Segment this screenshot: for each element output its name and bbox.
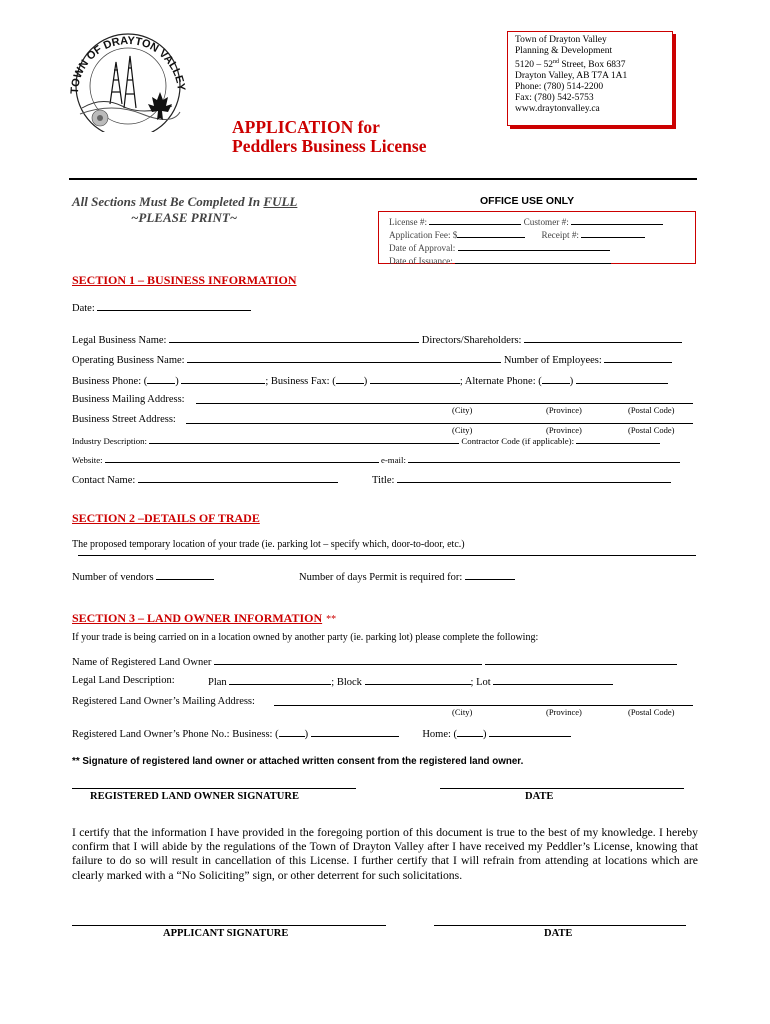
days-field — [299, 570, 515, 583]
home-phone-blank[interactable] — [489, 727, 571, 737]
alt-area-blank[interactable] — [542, 374, 570, 384]
paren: ) — [304, 729, 309, 740]
license-blank[interactable] — [429, 215, 521, 225]
legal-desc-label: Legal Land Description: — [72, 675, 175, 686]
logo-ring-text: TOWN OF DRAYTON VALLEY — [68, 34, 187, 95]
owner-phone-blank[interactable] — [311, 727, 399, 737]
applicant-signature-label: APPLICANT SIGNATURE — [163, 928, 289, 939]
phone-blank[interactable] — [181, 374, 265, 384]
city-caption: (City) — [452, 425, 473, 435]
postal-caption: (Postal Code) — [628, 405, 675, 415]
address-line: www.draytonvalley.ca — [515, 103, 600, 114]
receipt-blank[interactable] — [581, 228, 645, 238]
paren: ) — [569, 376, 574, 387]
directors-blank[interactable] — [524, 333, 682, 343]
street-address-blank[interactable] — [186, 423, 693, 424]
home-phone-label: Home: ( — [422, 729, 458, 740]
approval-blank[interactable] — [458, 241, 610, 251]
mailing-address-label: Business Mailing Address: — [72, 394, 185, 405]
contact-label: Contact Name: — [72, 475, 136, 486]
license-label: License #: — [389, 217, 428, 227]
lot-label: ; Lot — [470, 677, 491, 688]
city-caption: (City) — [452, 405, 473, 415]
address-line: Drayton Valley, AB T7A 1A1 — [515, 70, 628, 81]
legal-name-blank[interactable] — [169, 333, 419, 343]
owner-phone-label: Registered Land Owner’s Phone No.: Business: ( — [72, 729, 279, 740]
town-logo — [62, 22, 192, 132]
province-caption: (Province) — [546, 405, 582, 415]
instructions-emphasis: FULL — [263, 194, 298, 209]
trade-location-label: The proposed temporary location of your trade (ie. parking lot – specify which, door-to-door, etc.) — [72, 539, 465, 550]
vendors-blank[interactable] — [156, 570, 214, 580]
title-divider — [69, 178, 697, 180]
plan-blank[interactable] — [229, 675, 331, 685]
section2-heading: SECTION 2 –DETAILS OF TRADE — [72, 511, 260, 525]
form-title-line1: APPLICATION for — [232, 117, 380, 137]
employees-blank[interactable] — [604, 353, 672, 363]
province-caption: (Province) — [546, 707, 582, 717]
owner-date-label: DATE — [525, 791, 554, 802]
fee-blank[interactable] — [457, 228, 525, 238]
industry-blank[interactable] — [149, 434, 459, 444]
customer-blank[interactable] — [571, 215, 663, 225]
section3-stars: ** — [326, 614, 337, 625]
city-caption: (City) — [452, 707, 473, 717]
office-use-heading: OFFICE USE ONLY — [480, 195, 575, 207]
instructions-line2: ~PLEASE PRINT~ — [131, 210, 238, 225]
alt-phone-label: ; Alternate Phone: ( — [459, 376, 542, 387]
website-blank[interactable] — [105, 453, 379, 463]
mailing-address-blank[interactable] — [196, 403, 693, 404]
office-row — [389, 228, 695, 241]
title-label: Title: — [372, 475, 395, 486]
owner-name-field — [72, 655, 677, 668]
paren: ) — [483, 729, 487, 740]
days-label: Number of days Permit is required for: — [299, 572, 463, 583]
industry-label: Industry Description: — [72, 436, 148, 446]
office-use-box — [378, 211, 696, 264]
industry-field — [72, 434, 660, 446]
section3-heading-row — [72, 609, 336, 627]
date-blank[interactable] — [97, 301, 251, 311]
owner-name-blank-2[interactable] — [485, 655, 677, 665]
owner-mailing-label: Registered Land Owner’s Mailing Address: — [72, 696, 255, 707]
owner-mailing-blank[interactable] — [274, 705, 693, 706]
street-address-label: Business Street Address: — [72, 414, 176, 425]
block-label: ; Block — [331, 677, 362, 688]
owner-name-blank[interactable] — [214, 655, 482, 665]
alt-phone-blank[interactable] — [576, 374, 668, 384]
days-blank[interactable] — [465, 570, 515, 580]
fee-label: Application Fee: $ — [389, 230, 458, 240]
office-row — [389, 215, 695, 228]
fax-blank[interactable] — [370, 374, 460, 384]
instructions-prefix: All Sections Must Be Completed In — [72, 194, 264, 209]
certification-text: I certify that the information I have provided in the foregoing portion of this document is true to the best of my knowledge. I hereby confirm that I will abide by the regulations of the Town of Drayton Valley after I have received my Peddler’s License, knowing that failure to do so will result in cancellation of this License. I further certify that I will refrain from attending at locations which are clearly marked with a “No Soliciting” sign, or other deterrent for such solicitations. — [72, 826, 698, 882]
fax-label: ; Business Fax: ( — [265, 376, 336, 387]
contractor-label: Contractor Code (if applicable): — [461, 436, 575, 446]
address-line: Phone: (780) 514-2200 — [515, 81, 604, 92]
customer-label: Customer #: — [523, 217, 569, 227]
svg-text:TOWN OF DRAYTON VALLEY — [69, 35, 187, 94]
approval-label: Date of Approval: — [389, 243, 456, 253]
website-field — [72, 453, 680, 465]
issuance-blank[interactable] — [455, 254, 611, 264]
lot-blank[interactable] — [493, 675, 613, 685]
directors-label: Directors/Shareholders: — [421, 335, 522, 346]
trade-location-blank[interactable] — [78, 555, 696, 556]
contractor-blank[interactable] — [576, 434, 660, 444]
applicant-date-label: DATE — [544, 928, 573, 939]
plan-label: Plan — [208, 677, 227, 688]
office-row — [389, 241, 695, 254]
paren: ) — [175, 376, 179, 387]
home-area-blank[interactable] — [457, 727, 483, 737]
form-title-line2: Peddlers Business License — [232, 136, 427, 156]
vendors-field — [72, 570, 214, 583]
address-line: Planning & Development — [515, 45, 613, 56]
operating-name-field — [72, 353, 672, 366]
contact-field — [72, 473, 671, 486]
email-label: e-mail: — [380, 455, 406, 465]
contact-blank[interactable] — [138, 473, 338, 483]
legal-desc-field — [208, 675, 613, 688]
province-caption: (Province) — [546, 425, 582, 435]
block-blank[interactable] — [365, 675, 471, 685]
address-line: Fax: (780) 542-5753 — [515, 92, 594, 103]
postal-caption: (Postal Code) — [628, 707, 675, 717]
street-name: Street, Box 6837 — [559, 59, 626, 70]
phone-area-blank[interactable] — [147, 374, 175, 384]
street-suffix-sup: nd — [553, 58, 559, 65]
title-blank[interactable] — [397, 473, 671, 483]
address-line: Town of Drayton Valley — [515, 35, 607, 45]
date-field — [72, 301, 251, 314]
signature-note: ** Signature of registered land owner or attached written consent from the registered land owner. — [72, 756, 524, 767]
applicant-date-line[interactable] — [434, 925, 686, 926]
phone-label: Business Phone: ( — [72, 376, 148, 387]
address-street — [515, 57, 672, 71]
section3-heading: SECTION 3 – LAND OWNER INFORMATION — [72, 611, 323, 625]
operating-name-blank[interactable] — [187, 353, 501, 363]
instructions-line1 — [72, 194, 297, 210]
applicant-signature-line[interactable] — [72, 925, 386, 926]
section3-intro: If your trade is being carried on in a location owned by another party (ie. parking lot) please complete the following: — [72, 632, 539, 643]
legal-name-label: Legal Business Name: — [72, 335, 167, 346]
town-address-box — [507, 31, 673, 126]
owner-signature-label: REGISTERED LAND OWNER SIGNATURE — [90, 791, 299, 802]
paren: ) — [363, 376, 368, 387]
owner-phone-area-blank[interactable] — [279, 727, 305, 737]
owner-phone-field — [72, 727, 571, 740]
vendors-label: Number of vendors — [72, 572, 154, 583]
owner-name-label: Name of Registered Land Owner — [72, 657, 212, 668]
issuance-label: Date of Issuance: — [389, 256, 453, 266]
email-blank[interactable] — [408, 453, 680, 463]
owner-date-line[interactable] — [440, 788, 684, 789]
date-label: Date: — [72, 303, 95, 314]
street-number: 5120 – 52 — [515, 59, 553, 70]
receipt-label: Receipt #: — [541, 230, 579, 240]
legal-name-field — [72, 333, 682, 346]
office-row — [389, 254, 695, 267]
owner-signature-line[interactable] — [72, 788, 356, 789]
operating-name-label: Operating Business Name: — [72, 355, 185, 366]
website-label: Website: — [72, 455, 103, 465]
section1-heading: SECTION 1 – BUSINESS INFORMATION — [72, 273, 297, 287]
postal-caption: (Postal Code) — [628, 425, 675, 435]
phone-field — [72, 374, 668, 387]
fax-area-blank[interactable] — [336, 374, 364, 384]
employees-label: Number of Employees: — [503, 355, 602, 366]
